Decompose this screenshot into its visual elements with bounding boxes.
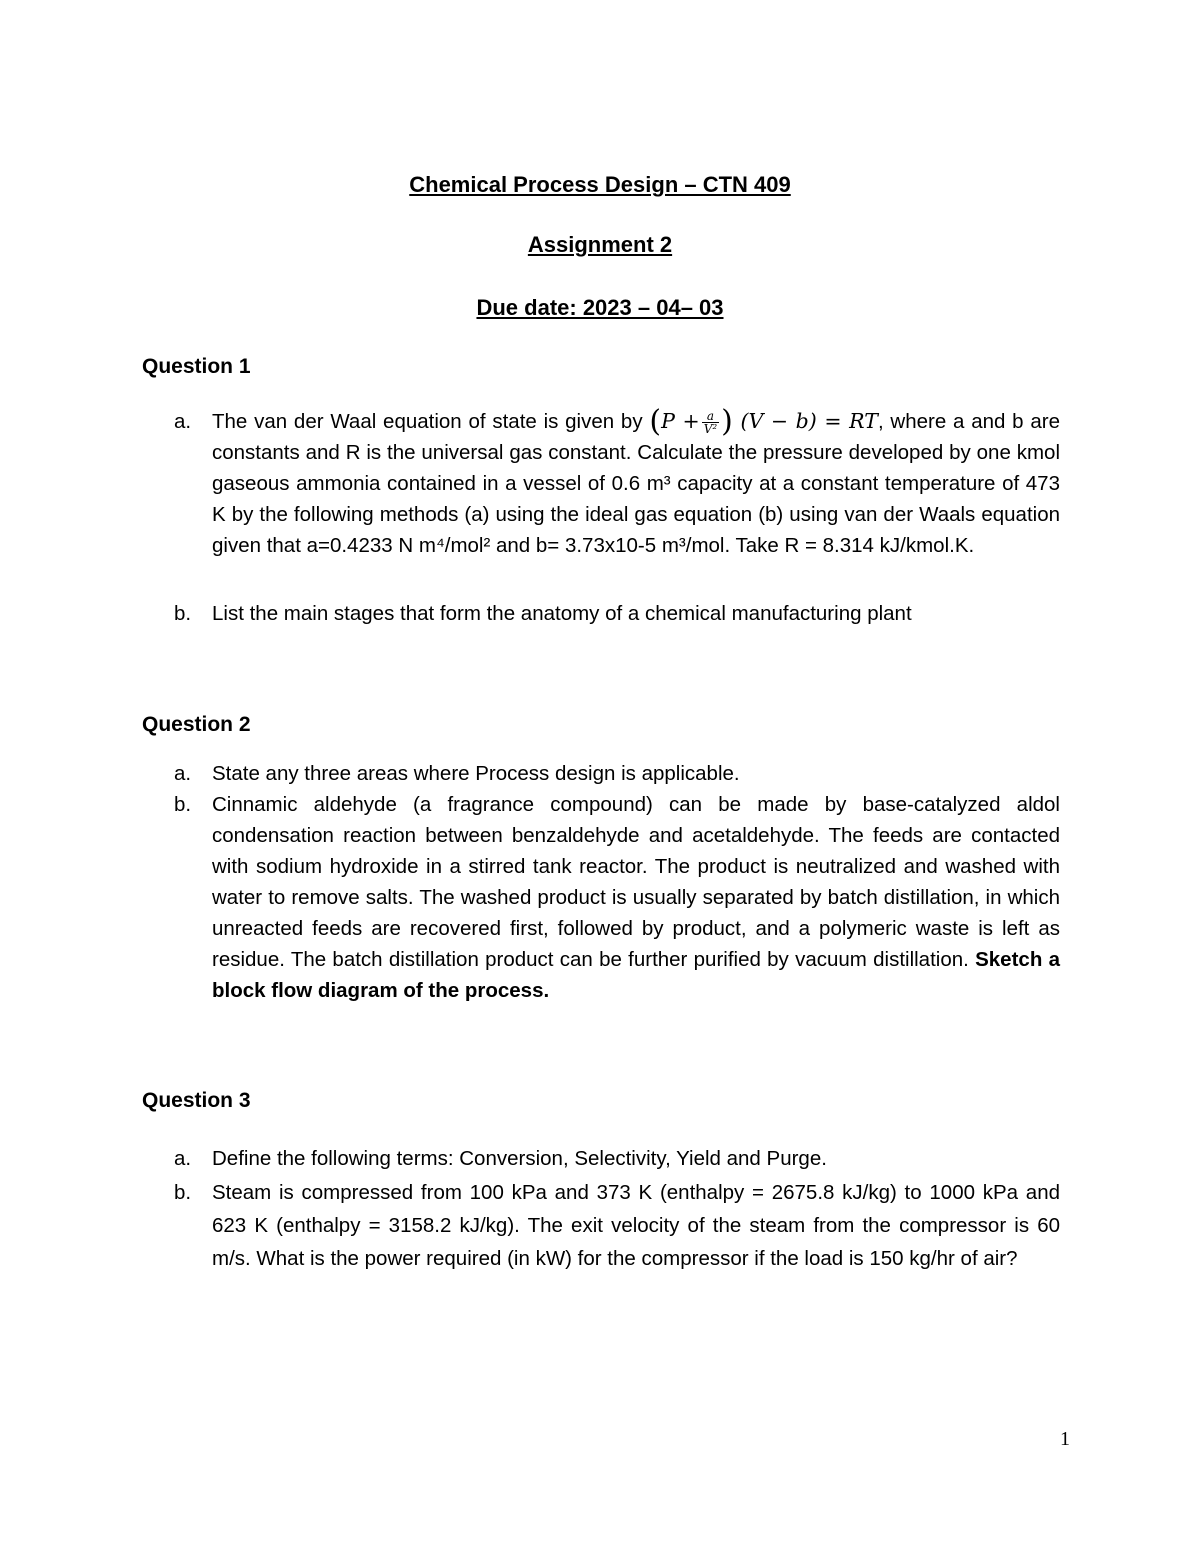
page-number: 1: [1060, 1428, 1070, 1450]
eq-equals-rt: = RT: [824, 409, 878, 433]
item-paragraph: Cinnamic aldehyde (a fragrance compound) can be made by base-catalyzed aldol condensation reaction between benzaldehyde and acetaldehyde. The feeds are contacted with sodium hydroxide in a stirred tank reactor. The product is neutralized and washed with water to remove salts. The washed product is usually separated by batch distillation, in which unreacted feeds are recovered first, followed by product, and a polymeric waste is left as residue. The batch distillation product can be further purified by vacuum distillation.: [212, 793, 1060, 971]
question-2a: [142, 758, 1060, 789]
course-title: Chemical Process Design – CTN 409: [409, 172, 791, 197]
assignment-title: Assignment 2: [527, 232, 673, 257]
question-3a: [142, 1143, 1060, 1174]
item-letter: b.: [174, 1181, 192, 1204]
eq-numerator: a: [702, 410, 719, 423]
item-text: Define the following terms: Conversion, Selectivity, Yield and Purge.: [212, 1147, 827, 1170]
item-letter: b.: [174, 602, 192, 625]
due-date: Due date: 2023 – 04– 03: [476, 295, 724, 320]
van-der-waals-equation: (P + $\frac{a}{\text{V²}}$ ) (V − b) = RT: [649, 404, 878, 439]
item-text: Steam is compressed from 100 kPa and 373 K (enthalpy = 2675.8 kJ/kg) to 1000 kPa and 623 K (enthalpy = 3158.2 kJ/kg). The exit velocity of the steam from the compressor is 60 m/s. What is the power required (in kW) for the compressor if the load is 150 kg/hr of air?: [212, 1181, 1060, 1270]
item-letter: a.: [174, 1147, 192, 1170]
eq-plus: +: [682, 409, 700, 433]
eq-denominator: V²: [703, 422, 718, 436]
question-1b: [142, 598, 1060, 629]
eq-fraction: [702, 410, 719, 435]
item-text: [212, 789, 1060, 1006]
question-1-heading: Question 1: [142, 355, 251, 378]
question-2-heading: Question 2: [142, 713, 251, 736]
item-text: List the main stages that form the anatomy of a chemical manufacturing plant: [212, 602, 912, 625]
eq-p: P: [661, 409, 675, 433]
item-bold-instruction: Sketch a block flow diagram of the process.: [212, 948, 1061, 1002]
item-letter: b.: [174, 793, 192, 816]
eq-v-minus-b: (V − b): [740, 409, 817, 433]
item-text: State any three areas where Process design is applicable.: [212, 762, 740, 785]
question-3b: [142, 1176, 1060, 1275]
item-letter: a.: [174, 762, 192, 785]
question-1a: [142, 406, 1060, 561]
item-text: [212, 406, 1060, 561]
item-letter: a.: [174, 410, 192, 433]
text-after-equation: , where a and b are constants and R is the universal gas constant. Calculate the pressure developed by one kmol gaseous ammonia contained in a vessel of 0.6 m³ capacity at a constant temperature of 473 K by the following methods (a) using the ideal gas equation (b) using van der Waals equation given that a=0.4233 N m⁴/mol² and b= 3.73x10-5 m³/mol. Take R = 8.314 kJ/kmol.K.: [212, 410, 1060, 557]
question-2b: [142, 789, 1060, 1006]
question-3-heading: Question 3: [142, 1089, 251, 1112]
text-before-equation: The van der Waal equation of state is given by: [212, 410, 643, 433]
